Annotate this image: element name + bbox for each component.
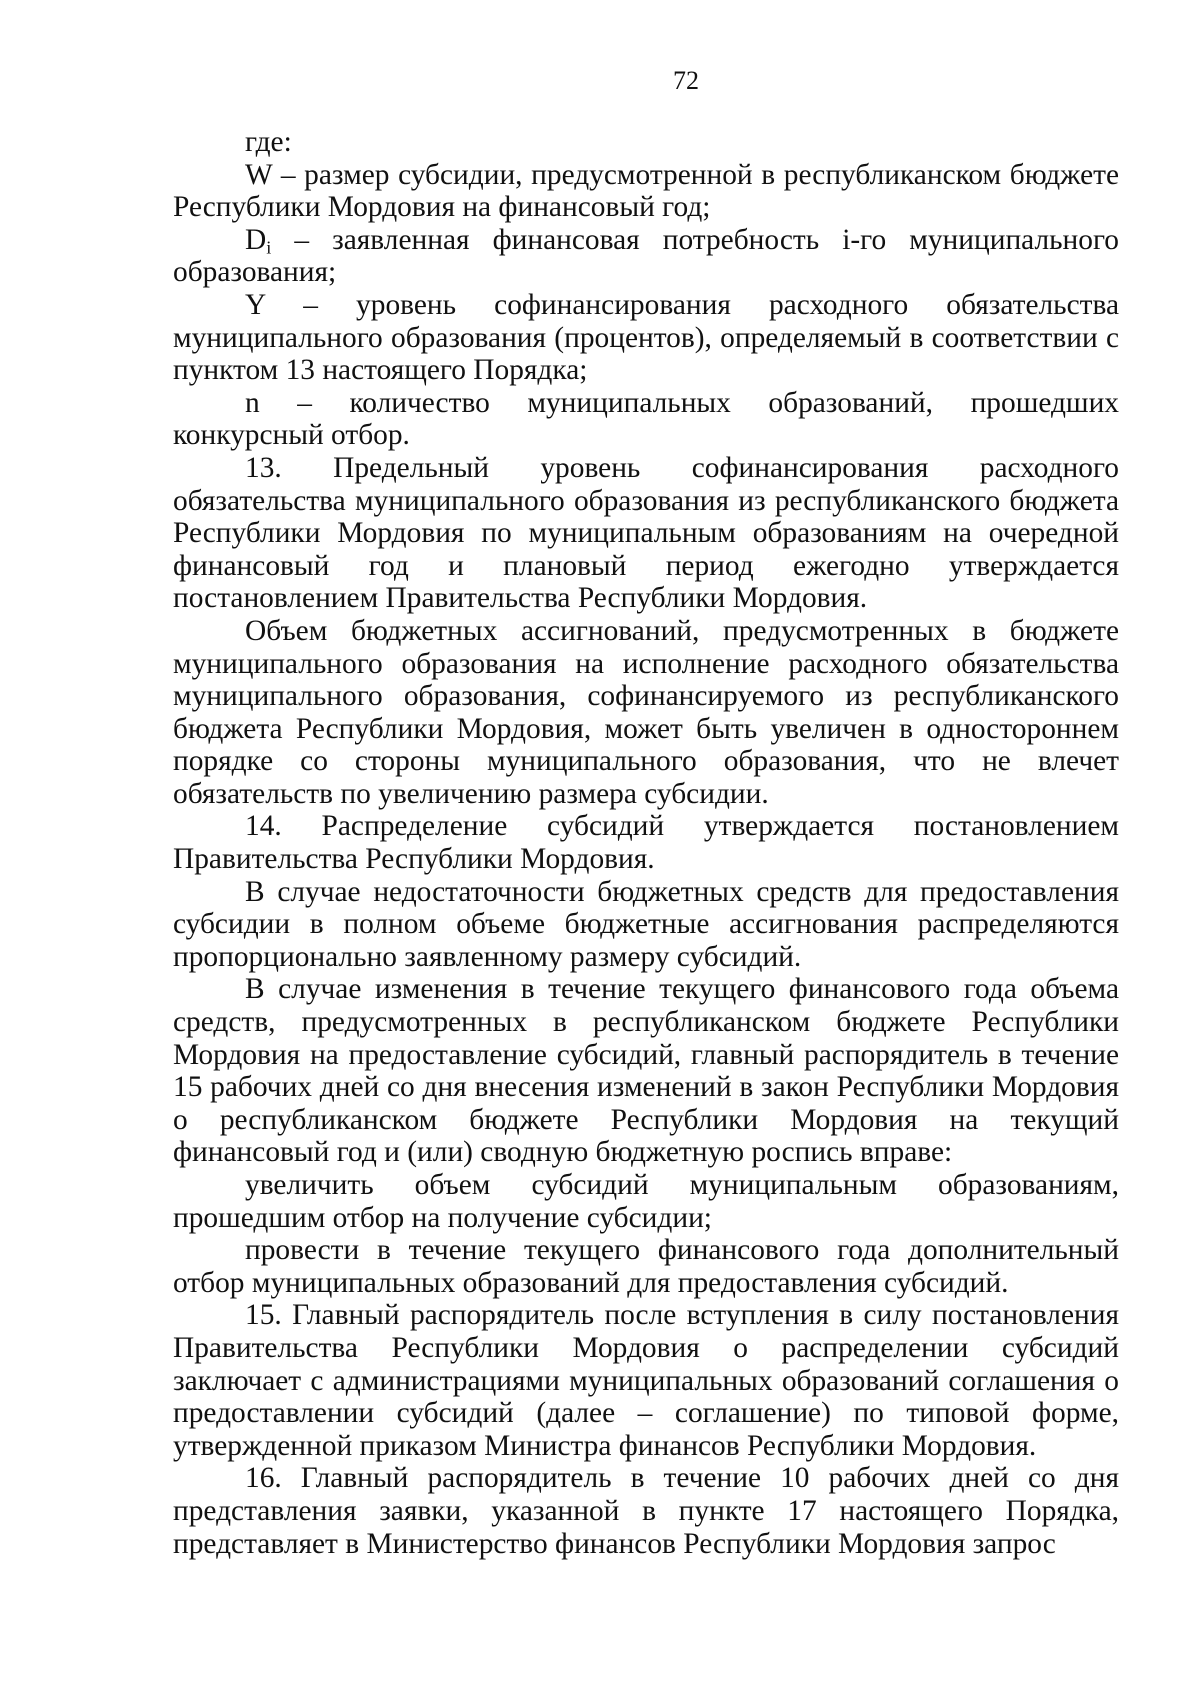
paragraph-16: 16. Главный распорядитель в течение 10 рабочих дней со дня представления заявки, указанной в пункте 17 настоящего Порядка, представляет в Министерство финансов Республики Мордовия запрос: [173, 1462, 1119, 1560]
d-subscript: i: [266, 237, 272, 258]
paragraph-n-definition: n – количество муниципальных образований, прошедших конкурсный отбор.: [173, 386, 1119, 452]
paragraph-14-increase: увеличить объем субсидий муниципальным образованиям, прошедшим отбор на получение субсидии;: [173, 1169, 1119, 1234]
paragraph-13-volume: Объем бюджетных ассигнований, предусмотренных в бюджете муниципального образования на исполнение расходного обязательства муниципального образования, софинансируемого из республиканского бюджета Республики Мордовия, может быть увеличен в одностороннем порядке со стороны муниципального образования, что не влечет обязательств по увеличению размера субсидии.: [173, 614, 1119, 810]
paragraph-d-definition: [173, 224, 1119, 289]
paragraph-14-additional: провести в течение текущего финансового года дополнительный отбор муниципальных образований для предоставления субсидий.: [173, 1234, 1119, 1299]
paragraph-14-change: В случае изменения в течение текущего финансового года объема средств, предусмотренных в республиканском бюджете Республики Мордовия на предоставление субсидий, главный распорядитель в течение 15 рабочих дней со дня внесения изменений в закон Республики Мордовия о республиканском бюджете Республики Мордовия на текущий финансовый год и (или) сводную бюджетную роспись вправе:: [173, 973, 1119, 1169]
paragraph-14-shortage: В случае недостаточности бюджетных средств для предоставления субсидии в полном объеме бюджетные ассигнования распределяются пропорционально заявленному размеру субсидий.: [173, 875, 1119, 973]
paragraph-y-definition: Y – уровень софинансирования расходного обязательства муниципального образования (процентов), определяемый в соответствии с пунктом 13 настоящего Порядка;: [173, 288, 1119, 387]
paragraph-14: 14. Распределение субсидий утверждается постановлением Правительства Республики Мордовия.: [173, 810, 1119, 876]
page-number: 72: [673, 66, 699, 95]
paragraph-w-definition: W – размер субсидии, предусмотренной в республиканском бюджете Республики Мордовия на финансовый год;: [173, 158, 1119, 224]
document-body: [173, 126, 1119, 1560]
paragraph-where: где:: [245, 126, 292, 158]
paragraph-13: 13. Предельный уровень софинансирования расходного обязательства муниципального образования из республиканского бюджета Республики Мордовия по муниципальным образованиям на очередной финансовый год и плановый период ежегодно утверждается постановлением Правительства Республики Мордовия.: [173, 451, 1119, 615]
d-definition-text: – заявленная финансовая потребность i-го муниципального образования;: [173, 223, 1119, 289]
d-symbol: D: [245, 223, 267, 256]
paragraph-15: 15. Главный распорядитель после вступления в силу постановления Правительства Республики Мордовия о распределении субсидий заключает с администрациями муниципальных образований соглашения о предоставлении субсидий (далее – соглашение) по типовой форме, утвержденной приказом Министра финансов Республики Мордовия.: [173, 1299, 1119, 1462]
